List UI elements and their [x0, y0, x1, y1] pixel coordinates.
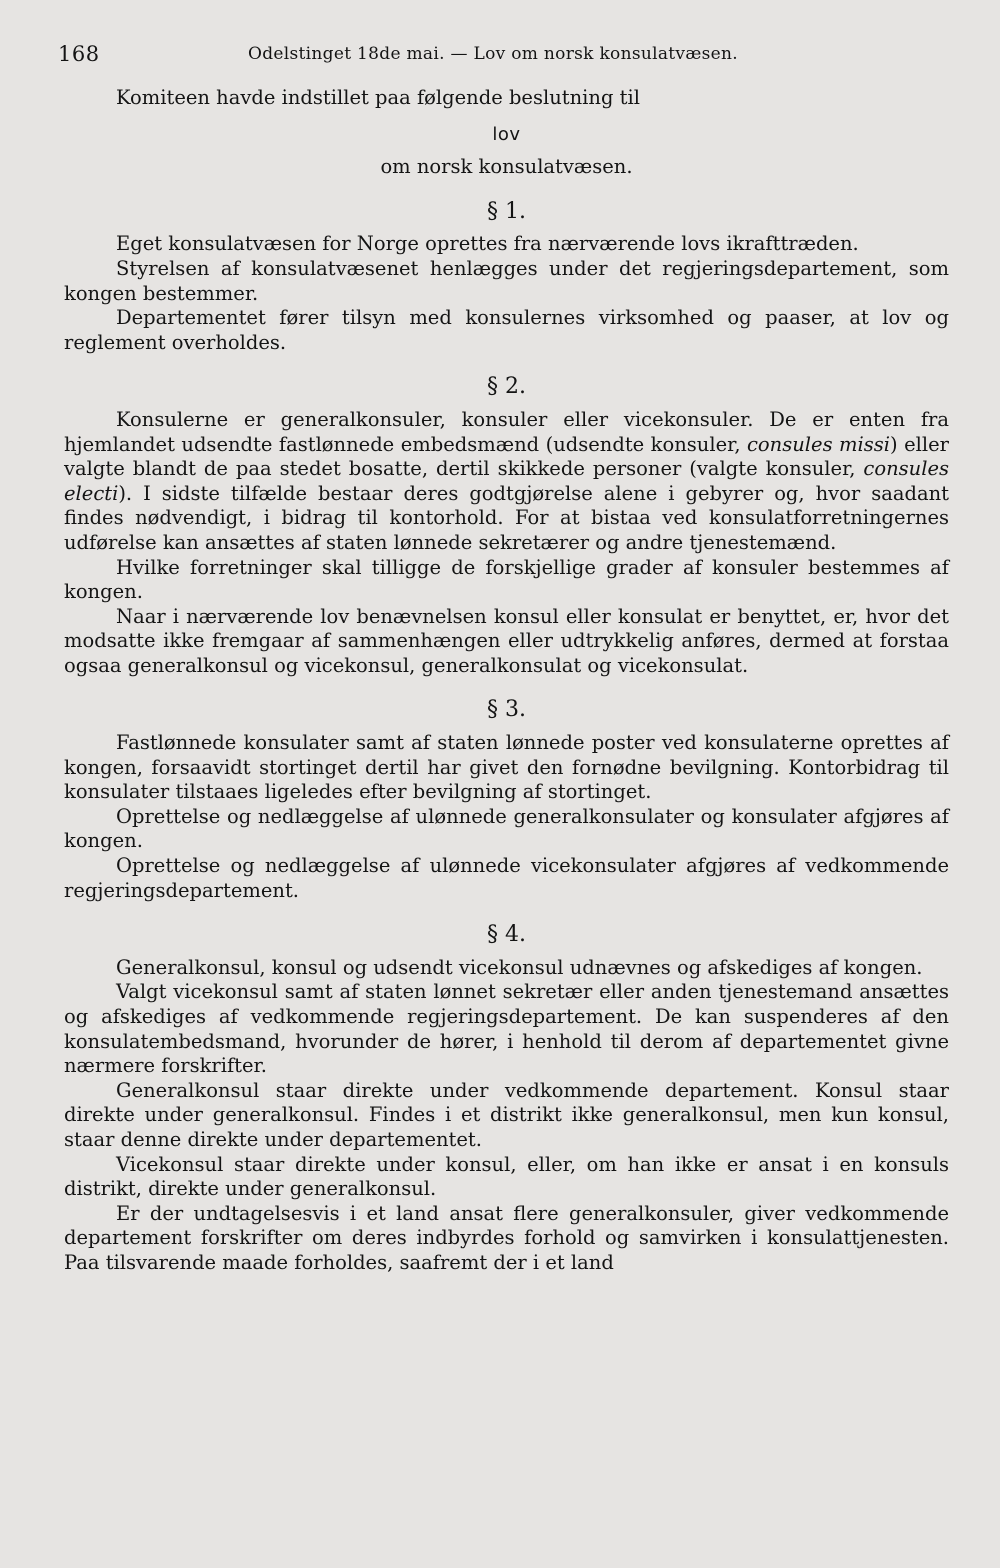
- paragraph: Styrelsen af konsulatvæsenet henlægges under det regjeringsdepartement, som kongen bestemmer.: [64, 256, 949, 305]
- text-run: ). I sidste tilfælde bestaar deres godtgjørelse alene i gebyrer og, hvor saadant findes nødvendigt, i bidrag til kontorhold. For at bistaa ved konsulatforretningernes udførelse kan ansættes af staten lønnede sekretærer og andre tjenestemænd.: [64, 481, 949, 554]
- paragraph: [64, 408, 949, 556]
- intro-paragraph: Komiteen havde indstillet paa følgende beslutning til: [116, 86, 640, 109]
- paragraph: Valgt vicekonsul samt af staten lønnet sekretær eller anden tjenestemand ansættes og afskediges af vedkommende regjeringsdepartement. De kan suspenderes af den konsulatembedsmand, hvorunder de hører, i henhold til derom af departementet givne nærmere forskrifter.: [64, 980, 949, 1078]
- section-heading-2: § 2.: [487, 374, 526, 400]
- paragraph: Oprettelse og nedlæggelse af ulønnede generalkonsulater og konsulater afgjøres af kongen.: [64, 804, 949, 853]
- running-head: Odelstinget 18de mai. — Lov om norsk konsulatvæsen.: [248, 44, 738, 64]
- section-heading-4: § 4.: [487, 922, 526, 948]
- paragraph: Oprettelse og nedlæggelse af ulønnede vicekonsulater afgjøres af vedkommende regjeringsdepartement.: [64, 854, 949, 902]
- text-run: ) eller valgte blandt de paa stedet bosatte, dertil skikkede personer (valgte konsuler,: [64, 432, 949, 481]
- paragraph: Departementet fører tilsyn med konsulernes virksomhed og paaser, at lov og reglement overholdes.: [64, 306, 949, 354]
- paragraph: Fastlønnede konsulater samt af staten lønnede poster ved konsulaterne oprettes af kongen, forsaavidt stortinget dertil har givet den fornødne bevilgning. Kontorbidrag til konsulater tilstaaes ligeledes efter bevilgning af stortinget.: [64, 731, 949, 804]
- paragraph: Er der undtagelsesvis i et land ansat flere generalkonsuler, giver vedkommende departement forskrifter om deres indbyrdes forhold og samvirken i konsulattjenesten. Paa tilsvarende maade forholdes, saafremt der i et land: [64, 1201, 949, 1274]
- paragraph: Eget konsulatvæsen for Norge oprettes fra nærværende lovs ikrafttræden.: [116, 232, 859, 256]
- page-number: 168: [58, 42, 100, 66]
- law-title: om norsk konsulatvæsen.: [380, 155, 633, 179]
- latin-term: consules electi: [64, 457, 949, 505]
- paragraph: Naar i nærværende lov benævnelsen konsul eller konsulat er benyttet, er, hvor det modsatte ikke fremgaar af sammenhængen eller udtrykkelig anføres, dermed at forstaa ogsaa generalkonsul og vicekonsul, generalkonsulat og vicekonsulat.: [64, 604, 949, 677]
- law-heading: lov: [492, 123, 521, 145]
- body-text: [64, 86, 949, 1276]
- latin-term: consules missi: [747, 432, 891, 456]
- text-run: Konsulerne er generalkonsuler, konsuler eller vicekonsuler. De er enten fra hjemlandet udsendte fastlønnede embedsmænd (udsendte konsuler,: [64, 407, 949, 456]
- paragraph: Vicekonsul staar direkte under konsul, eller, om han ikke er ansat i en konsuls distrikt, direkte under generalkonsul.: [64, 1152, 949, 1201]
- section-heading-1: § 1.: [487, 198, 526, 224]
- page-header: [58, 40, 958, 70]
- section-heading-3: § 3.: [487, 697, 526, 723]
- paragraph: Hvilke forretninger skal tilligge de forskjellige grader af konsuler bestemmes af kongen.: [64, 555, 949, 604]
- paragraph: Generalkonsul, konsul og udsendt vicekonsul udnævnes og afskediges af kongen.: [116, 955, 923, 979]
- paragraph: Generalkonsul staar direkte under vedkommende departement. Konsul staar direkte under generalkonsul. Findes i et distrikt ikke generalkonsul, men kun konsul, staar denne direkte under departementet.: [64, 1078, 949, 1151]
